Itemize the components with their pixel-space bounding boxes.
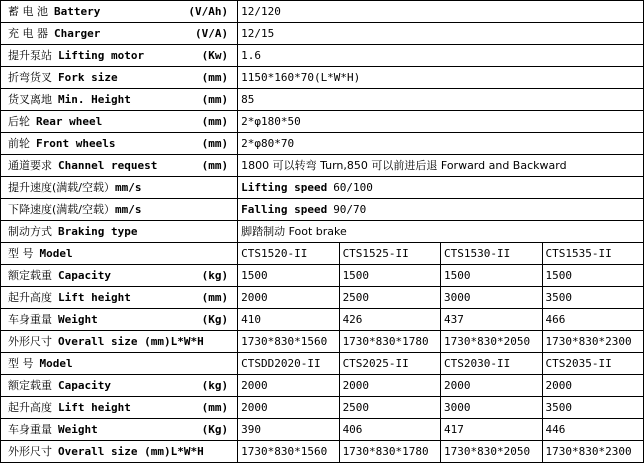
model-cell: CTS1530-II (441, 243, 542, 265)
label-en: Channel request (58, 158, 158, 172)
table-row (1, 375, 644, 397)
label-en: Model (39, 246, 73, 260)
table-row (1, 67, 644, 89)
data-cell: 1730*830*2300 (542, 331, 644, 353)
table-row (1, 331, 644, 353)
label-cn: 前轮 (8, 136, 30, 150)
row-label-lifting-speed (1, 177, 238, 199)
label-cn: 型 号 (8, 246, 34, 260)
model-cell: CTS2025-II (339, 353, 440, 375)
row-label-weight-b (1, 419, 238, 441)
data-cell: 417 (441, 419, 542, 441)
table-row (1, 155, 644, 177)
row-label-charger (1, 23, 238, 45)
label-en: Charger (54, 26, 101, 40)
row-label-overall-size-a (1, 331, 238, 353)
row-label-fork-size (1, 67, 238, 89)
row-label-rear-wheel (1, 111, 238, 133)
table-row (1, 23, 644, 45)
data-cell: 446 (542, 419, 644, 441)
model-cell: CTSDD2020-II (238, 353, 339, 375)
row-label-capacity-a (1, 265, 238, 287)
data-cell: 1730*830*1780 (339, 331, 440, 353)
data-cell: 466 (542, 309, 644, 331)
row-value (238, 177, 644, 199)
data-cell: 1500 (339, 265, 440, 287)
model-cell: CTS2035-II (542, 353, 644, 375)
data-cell: 1500 (542, 265, 644, 287)
label-cn: 起升高度 (8, 290, 52, 304)
data-cell: 2000 (238, 287, 339, 309)
row-value: 1800 可以转弯 Turn,850 可以前进后退 Forward and Backward (238, 155, 644, 177)
data-cell: 2000 (542, 375, 644, 397)
label-unit: (mm) (201, 114, 229, 128)
row-label-battery (1, 1, 238, 23)
table-row (1, 265, 644, 287)
label-unit: (mm) (201, 136, 229, 150)
row-value: 12/120 (238, 1, 644, 23)
model-cell: CTS1520-II (238, 243, 339, 265)
data-cell: 2500 (339, 397, 440, 419)
data-cell: 1730*830*1780 (339, 441, 440, 463)
label-cn: 提升泵站 (8, 48, 52, 62)
model-cell: CTS2030-II (441, 353, 542, 375)
data-cell: 437 (441, 309, 542, 331)
row-label-model-a (1, 243, 238, 265)
label-en: Rear wheel (36, 114, 103, 128)
table-row (1, 441, 644, 463)
label-unit: (Kg) (201, 422, 229, 436)
label-unit: (kg) (201, 268, 229, 282)
data-cell: 2000 (441, 375, 542, 397)
value-en: Lifting speed (241, 180, 328, 194)
label-en: Weight (58, 422, 98, 436)
label-cn: 制动方式 (8, 224, 52, 238)
label-en: Model (39, 356, 73, 370)
value-number: 90/70 (333, 202, 367, 216)
data-cell: 3500 (542, 397, 644, 419)
table-row (1, 89, 644, 111)
label-cn: 折弯货叉 (8, 70, 52, 84)
label-en: Front wheels (36, 136, 116, 150)
table-row (1, 1, 644, 23)
label-en: Capacity (58, 268, 111, 282)
model-cell: CTS1535-II (542, 243, 644, 265)
label-cn: 外形尺寸 (8, 444, 52, 458)
table-row (1, 309, 644, 331)
row-label-min-height (1, 89, 238, 111)
row-label-lift-height-a (1, 287, 238, 309)
row-value: 12/15 (238, 23, 644, 45)
label-cn: 货叉离地 (8, 92, 52, 106)
label-cn: 提升速度(满载/空载） (8, 180, 115, 194)
table-row (1, 243, 644, 265)
row-label-channel-request (1, 155, 238, 177)
table-row (1, 353, 644, 375)
data-cell: 2000 (238, 397, 339, 419)
label-cn: 车身重量 (8, 422, 52, 436)
data-cell: 2500 (339, 287, 440, 309)
data-cell: 1500 (441, 265, 542, 287)
row-value: 1150*160*70(L*W*H) (238, 67, 644, 89)
row-label-front-wheels (1, 133, 238, 155)
table-row (1, 177, 644, 199)
label-cn: 蓄 电 池 (8, 4, 48, 18)
data-cell: 406 (339, 419, 440, 441)
row-label-falling-speed (1, 199, 238, 221)
label-unit: (V/Ah) (188, 4, 229, 18)
label-cn: 额定载重 (8, 378, 52, 392)
label-unit: (Kg) (201, 312, 229, 326)
data-cell: 410 (238, 309, 339, 331)
table-row (1, 287, 644, 309)
label-en: Battery (54, 4, 101, 18)
label-unit: mm/s (115, 202, 142, 216)
label-unit: (mm) (201, 92, 229, 106)
data-cell: 1730*830*2300 (542, 441, 644, 463)
table-row (1, 111, 644, 133)
label-unit: (mm) (201, 158, 229, 172)
row-label-lifting-motor (1, 45, 238, 67)
label-en: Weight (58, 312, 98, 326)
row-label-model-b (1, 353, 238, 375)
label-unit: mm/s (115, 180, 142, 194)
data-cell: 1730*830*1560 (238, 331, 339, 353)
label-unit: (mm) (201, 400, 229, 414)
label-cn: 充 电 器 (8, 26, 48, 40)
label-en: Min. Height (58, 92, 131, 106)
label-unit: (mm) (201, 70, 229, 84)
data-cell: 2000 (238, 375, 339, 397)
label-cn: 后轮 (8, 114, 30, 128)
row-label-braking-type (1, 221, 238, 243)
row-label-lift-height-b (1, 397, 238, 419)
label-en: Fork size (58, 70, 118, 84)
row-label-capacity-b (1, 375, 238, 397)
label-en: Braking type (58, 224, 138, 238)
table-row (1, 133, 644, 155)
table-row (1, 221, 644, 243)
table-row (1, 45, 644, 67)
label-cn: 下降速度(满载/空载） (8, 202, 115, 216)
data-cell: 390 (238, 419, 339, 441)
label-en: Lifting motor (58, 48, 145, 62)
row-label-overall-size-b (1, 441, 238, 463)
label-unit: (mm) (201, 290, 229, 304)
label-cn: 外形尺寸 (8, 334, 52, 348)
data-cell: 3000 (441, 397, 542, 419)
row-value: 2*φ80*70 (238, 133, 644, 155)
data-cell: 3000 (441, 287, 542, 309)
value-en: Falling speed (241, 202, 328, 216)
label-unit: (V/A) (194, 26, 229, 40)
table-row (1, 199, 644, 221)
label-cn: 起升高度 (8, 400, 52, 414)
label-unit: (kg) (201, 378, 229, 392)
label-unit: (Kw) (201, 48, 229, 62)
data-cell: 1500 (238, 265, 339, 287)
row-value: 85 (238, 89, 644, 111)
label-cn: 型 号 (8, 356, 34, 370)
row-value: 2*φ180*50 (238, 111, 644, 133)
row-value: 脚踏制动 Foot brake (238, 221, 644, 243)
row-value: 1.6 (238, 45, 644, 67)
table-row (1, 419, 644, 441)
label-en: Lift height (58, 290, 131, 304)
value-number: 60/100 (333, 180, 373, 194)
data-cell: 2000 (339, 375, 440, 397)
data-cell: 1730*830*2050 (441, 331, 542, 353)
model-cell: CTS1525-II (339, 243, 440, 265)
label-cn: 额定载重 (8, 268, 52, 282)
label-en: Capacity (58, 378, 111, 392)
data-cell: 1730*830*1560 (238, 441, 339, 463)
data-cell: 3500 (542, 287, 644, 309)
label-en: Overall size (mm)L*W*H (58, 334, 204, 348)
data-cell: 426 (339, 309, 440, 331)
row-label-weight-a (1, 309, 238, 331)
label-cn: 通道要求 (8, 158, 52, 172)
data-cell: 1730*830*2050 (441, 441, 542, 463)
label-cn: 车身重量 (8, 312, 52, 326)
label-en: Overall size (mm)L*W*H (58, 444, 204, 458)
row-value (238, 199, 644, 221)
label-en: Lift height (58, 400, 131, 414)
table-row (1, 397, 644, 419)
